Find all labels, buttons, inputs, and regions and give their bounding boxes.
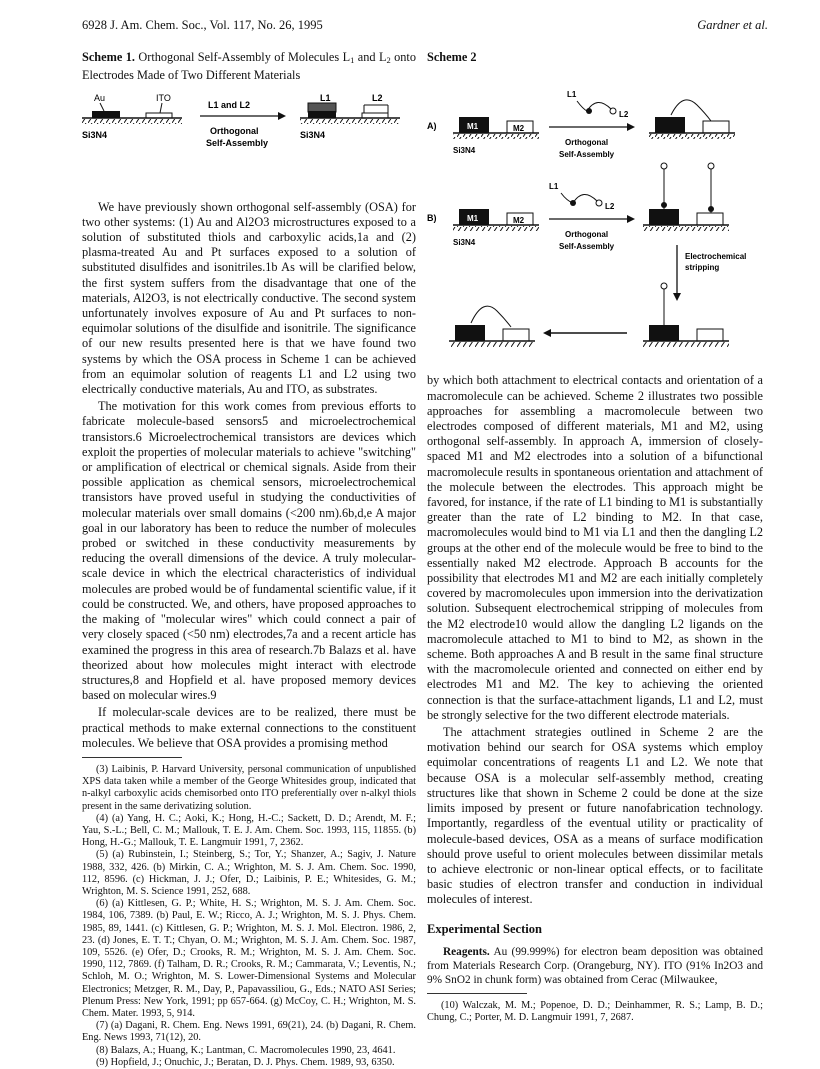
l1-and-l2-label: L1 and L2	[208, 100, 251, 111]
footnote-rule	[82, 757, 182, 758]
reagents-label: Reagents.	[443, 945, 490, 958]
si3n4-label-b: Si3N4	[453, 238, 476, 248]
si3n4-label-2: Si3N4	[300, 130, 326, 141]
m2-label-a: M2	[513, 124, 525, 134]
left-paragraph-2: The motivation for this work comes from previous efforts to fabricate molecule-based sensors5 and microelectrochemical transistors.6 Microelectrochemical transistors are devices which exploit the properties of molecular materials to achieve "switching" or amplification of electrical or chemical signals. Aside from their possible application as chemical sensors, microelectrochemical transistors have proved useful in studying the conductivities of molecular materials over small domains (<200 nm).6b,d,e A major goal in our laboratory has been to reduce the number of molecules probed or switched in these conductivity measurements by reducing the overall dimensions of the device. A truly molecular-scale device in which the electrical characteristics of individual molecules are probed would be of fundamental scientific value, if it could be constructed. We, and others, have proposed approaches to the making of "molecular wires" which could connect a pair of very closely spaced (<50 nm) electrodes,7a and a recent article has examined the progress in this area of research.7b Balazs et al. have theorized about how molecules might interact with electrode structures,8 and Hopfield et al. have proposed memory devices based on molecular wires.9	[82, 399, 416, 703]
footnote: (8) Balazs, A.; Huang, K.; Lantman, C. Macromolecules 1990, 23, 4641.	[96, 1044, 396, 1056]
footnote: (9) Hopfield, J.; Onuchic, J.; Beratan, D. J. Phys. Chem. 1989, 93, 6350.	[96, 1056, 395, 1068]
m2-label-b: M2	[513, 216, 525, 226]
running-header: 6928 J. Am. Chem. Soc., Vol. 117, No. 26, 1995	[82, 18, 323, 32]
footnote: (5) (a) Rubinstein, I.; Steinberg, S.; Tor, Y.; Shanzer, A.; Sagiv, J. Nature 1988, 332, 426. (b) Mirkin, C. A.; Wrighton, M. S. J. Am. Chem. Soc. 1990, 112, 8596. (c) Hickman, J. J.; Ofer, D.; Laibinis, P. E.; Whitesides, G. M.; Wrighton, M. S. Science 1991, 252, 688.	[82, 849, 416, 897]
left-paragraph-3: If molecular-scale devices are to be realized, there must be practical methods to make external connections to the constituent molecules. We believe that OSA provides a promising method	[82, 705, 416, 750]
author-header: Gardner et al.	[697, 18, 768, 32]
orthogonal-label-b: Orthogonal	[565, 230, 609, 240]
scheme1-diagram	[82, 87, 416, 153]
footnote: (3) Laibinis, P. Harvard University, personal communication of unpublished XPS data taken while a member of the George Whitesides group, indicated that n-alkyl carboxylic acids chemisorbed onto ITO preferentially over n-alkyl thiols present in the same derivatizing solution.	[82, 763, 416, 812]
m1-label-a: M1	[467, 122, 479, 132]
footnote-rule-right	[427, 993, 527, 994]
orthogonal-label: Orthogonal	[210, 126, 259, 137]
stripping-label: stripping	[685, 263, 720, 273]
reagents-paragraph: Reagents. Au (99.999%) for electron beam deposition was obtained from Materials Research Corp. (Orangeburg, NY). ITO (91% In2O3 and 9% SnO2 in chunk form) was obtained from Cerac (Milwaukee,	[427, 945, 763, 986]
footnote: (6) (a) Kittlesen, G. P.; White, H. S.; Wrighton, M. S. J. Am. Chem. Soc. 1984, 106, 7389. (b) Paul, E. W.; Ricco, A. J.; Wrighton, M. S. J. Phys. Chem. 1985, 89, 1441. (c) Kittlesen, G. P.; Wrighton, M. S. J. Mol. Electron. 1986, 2, 23. (d) Jones, E. T. T.; Chyan, O. M.; Wrighton, M. S. J. Am. Chem. Soc. 1987, 109, 5526. (e) Ofer, D.; Crooks, R. M.; Wrighton, M. S. J. Am. Chem. Soc. 1990, 112, 7869. (f) Talham, D. R.; Crooks, R. M.; Cammarata, V.; Leventis, N.; Schloh, M. O.; Wrighton, M. S. Lower-Dimensional Systems and Molecular Electronics; Metzger, R. M., Day, P., Papavassiliou, G., Eds.; NATO ASI Series; Plenum Press: New York, 1991; pp 657-664. (g) McCoy, C. H.; Wrighton, M. S. Chem. Mater. 1993, 5, 914.	[82, 898, 416, 1019]
au-label: Au	[94, 93, 106, 104]
footnote: (7) (a) Dagani, R. Chem. Eng. News 1991, 69(21), 24. (b) Dagani, R. Chem. Eng. News 1993, 71(12), 20.	[82, 1020, 416, 1044]
orthogonal-label-a: Orthogonal	[565, 138, 609, 148]
right-column	[427, 50, 763, 1024]
approach-b-label: B)	[427, 213, 437, 224]
approach-a-label: A)	[427, 121, 437, 132]
l2-label-a: L2	[619, 110, 629, 120]
l2-label: L2	[372, 93, 383, 104]
self-assembly-label: Self-Assembly	[206, 138, 269, 149]
ito-label: ITO	[156, 93, 171, 104]
au-electrode	[92, 111, 120, 118]
footnotes-left	[82, 764, 416, 1069]
self-assembly-label-b: Self-Assembly	[559, 242, 615, 252]
l2-label-b: L2	[605, 202, 615, 212]
scheme2-title: Scheme 2	[427, 50, 477, 64]
electrochemical-label: Electrochemical	[685, 252, 747, 262]
l1-label-a: L1	[567, 90, 577, 100]
right-paragraph-2: The attachment strategies outlined in Scheme 2 are the motivation behind our search for OSA systems which employ equimolar concentrations of reagents L1 and L2. We note that because OSA is a molecular self-assembly method, creating structures like that shown in Scheme 2 could be done at the size limits imposed by present or future nanofabrication technology. Importantly, regardless of the eventual utility or practicality of molecule-based devices, OSA as a means of surface modification should prove useful to orient molecules between dissimilar metals to achieve electronic or non-linear optical effects, or to facilitate basic studies of electron transfer and conduction in individual molecules of interest.	[427, 725, 763, 907]
footnote: (10) Walczak, M. M.; Popenoe, D. D.; Deinhammer, R. S.; Lamp, B. D.; Chung, C.; Porter, M. D. Langmuir 1991, 7, 2687.	[427, 999, 763, 1023]
scheme1-caption: Scheme 1. Orthogonal Self-Assembly of Molecules $L_1$ and $L_2$ onto Electrodes Made of Two Different Materials	[82, 50, 416, 83]
l1-label-b: L1	[549, 182, 559, 192]
right-paragraph-1: by which both attachment to electrical contacts and orientation of a macromolecule can be achieved. Scheme 2 illustrates two possible approaches for assembling a macromolecule between two electrodes composed of different materials, M1 and M2, using orthogonal self-assembly. In approach A, immersion of closely-spaced M1 and M2 electrodes into a solution of a bifunctional macromolecule results in spontaneous orientation and attachment of the molecule between the electrodes. This approach might be favored, for instance, if the rate of L1 binding to M1 is substantially greater than the rate of L2 binding to M2. In that case, macromolecules would bind to M1 via L1 and then the dangling L2 groups at the other end of the molecule would be free to bind to the essentially naked M2 electrode. Approach B accounts for the possibility that electrodes M1 and M2 are each initially completely covered by macromolecules upon immersion into the derivatization solution. Subsequent electrochemical stripping of molecules from the M2 electrode10 would allow the dangling L2 ligands on the macromolecule attached to M1 to bind to M2, as shown in the scheme. Both approaches A and B result in the same final structure with the macromolecule oriented and connected on either end by electrodes M1 and M2. The key to achieving the oriented connection is that the surface-attachment ligands, L1 and L2, must be strongly selective for the two different electrode materials.	[427, 373, 763, 722]
scheme1-title: Scheme 1.	[82, 50, 135, 64]
l1-label: L1	[320, 93, 331, 104]
m1-label-b: M1	[467, 214, 479, 224]
self-assembly-label-a: Self-Assembly	[559, 150, 615, 160]
footnotes-right	[427, 1000, 763, 1024]
left-column	[82, 50, 416, 1069]
left-paragraph-1: We have previously shown orthogonal self-assembly (OSA) for two other systems: (1) Au and Al2O3 microstructures exposed to a solution of substituted thiols and carboxylic acids,1a and (2) plasma-treated Au and Pt surfaces exposed to a solution of substituted disulfides and isonitriles.1b As will be clarified below, the first system suffers from the disadvantage that one of the materials, Al2O3, is not electrically conductive. The second system unfortunately involves exposure of Au and Pt surfaces to non-equimolar solutions of the disulfide and isonitrile. The significance of our new results presented here is that we have found two systems by which the OSA process in Scheme 1 can be achieved from an equimolar solution of reagents L1 and L2 using two electrically conductive materials, Au and ITO, as substrates.	[82, 199, 416, 397]
si3n4-label-1: Si3N4	[82, 130, 108, 141]
si3n4-label-a: Si3N4	[453, 146, 476, 156]
scheme2-diagram	[427, 65, 763, 365]
experimental-section-heading: Experimental Section	[427, 921, 542, 936]
footnote: (4) (a) Yang, H. C.; Aoki, K.; Hong, H.-C.; Sackett, D. D.; Arendt, M. F.; Yau, S.-L.; Bell, C. M.; Mallouk, T. E. J. Am. Chem. Soc. 1993, 115, 11855. (b) Hong, H.-G.; Mallouk, T. E. Langmuir 1991, 7, 2362.	[82, 812, 416, 849]
